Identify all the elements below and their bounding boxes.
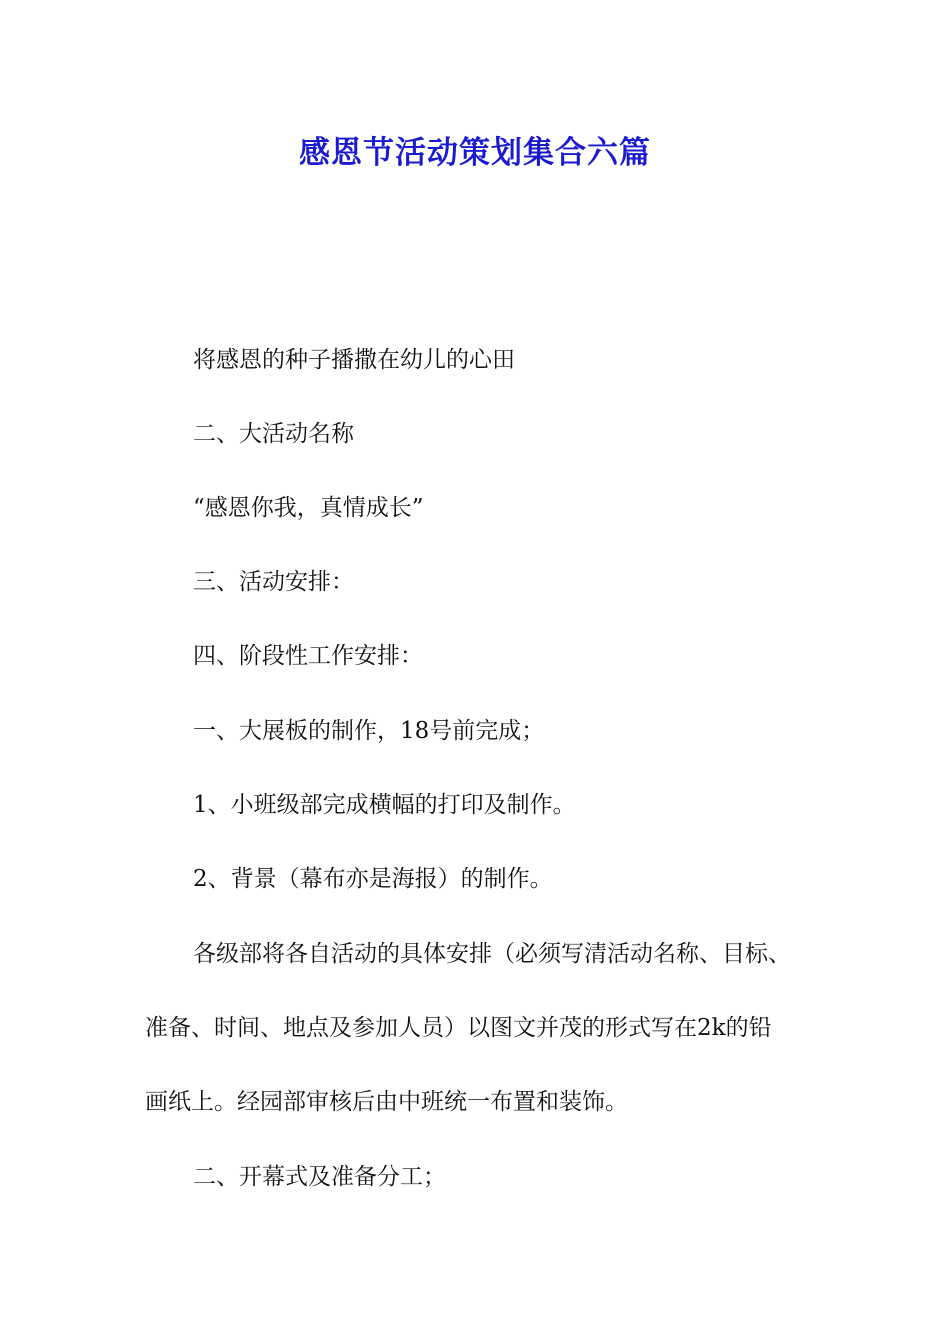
- paragraph-6: 一、大展板的制作，18号前完成；: [193, 718, 545, 744]
- paragraph-9-line-2: 准备、时间、地点及参加人员）以图文并茂的形式写在2k的铅: [145, 1015, 772, 1041]
- paragraph-9-line-1: 各级部将各自活动的具体安排（必须写清活动名称、目标、: [193, 941, 791, 967]
- paragraph-9-line-3: 画纸上。经园部审核后由中班统一布置和装饰。: [145, 1089, 628, 1115]
- paragraph-5: 四、阶段性工作安排：: [193, 643, 423, 669]
- paragraph-2: 二、大活动名称: [193, 421, 354, 447]
- paragraph-3: “感恩你我，真情成长”: [193, 495, 424, 521]
- paragraph-1: 将感恩的种子播撒在幼儿的心田: [193, 347, 515, 373]
- paragraph-10: 二、开幕式及准备分工；: [193, 1164, 446, 1190]
- document-title: 感恩节活动策划集合六篇: [299, 135, 651, 171]
- paragraph-8: 2、背景（幕布亦是海报）的制作。: [193, 866, 553, 892]
- paragraph-4: 三、活动安排：: [193, 569, 354, 595]
- paragraph-7: 1、小班级部完成横幅的打印及制作。: [193, 792, 576, 818]
